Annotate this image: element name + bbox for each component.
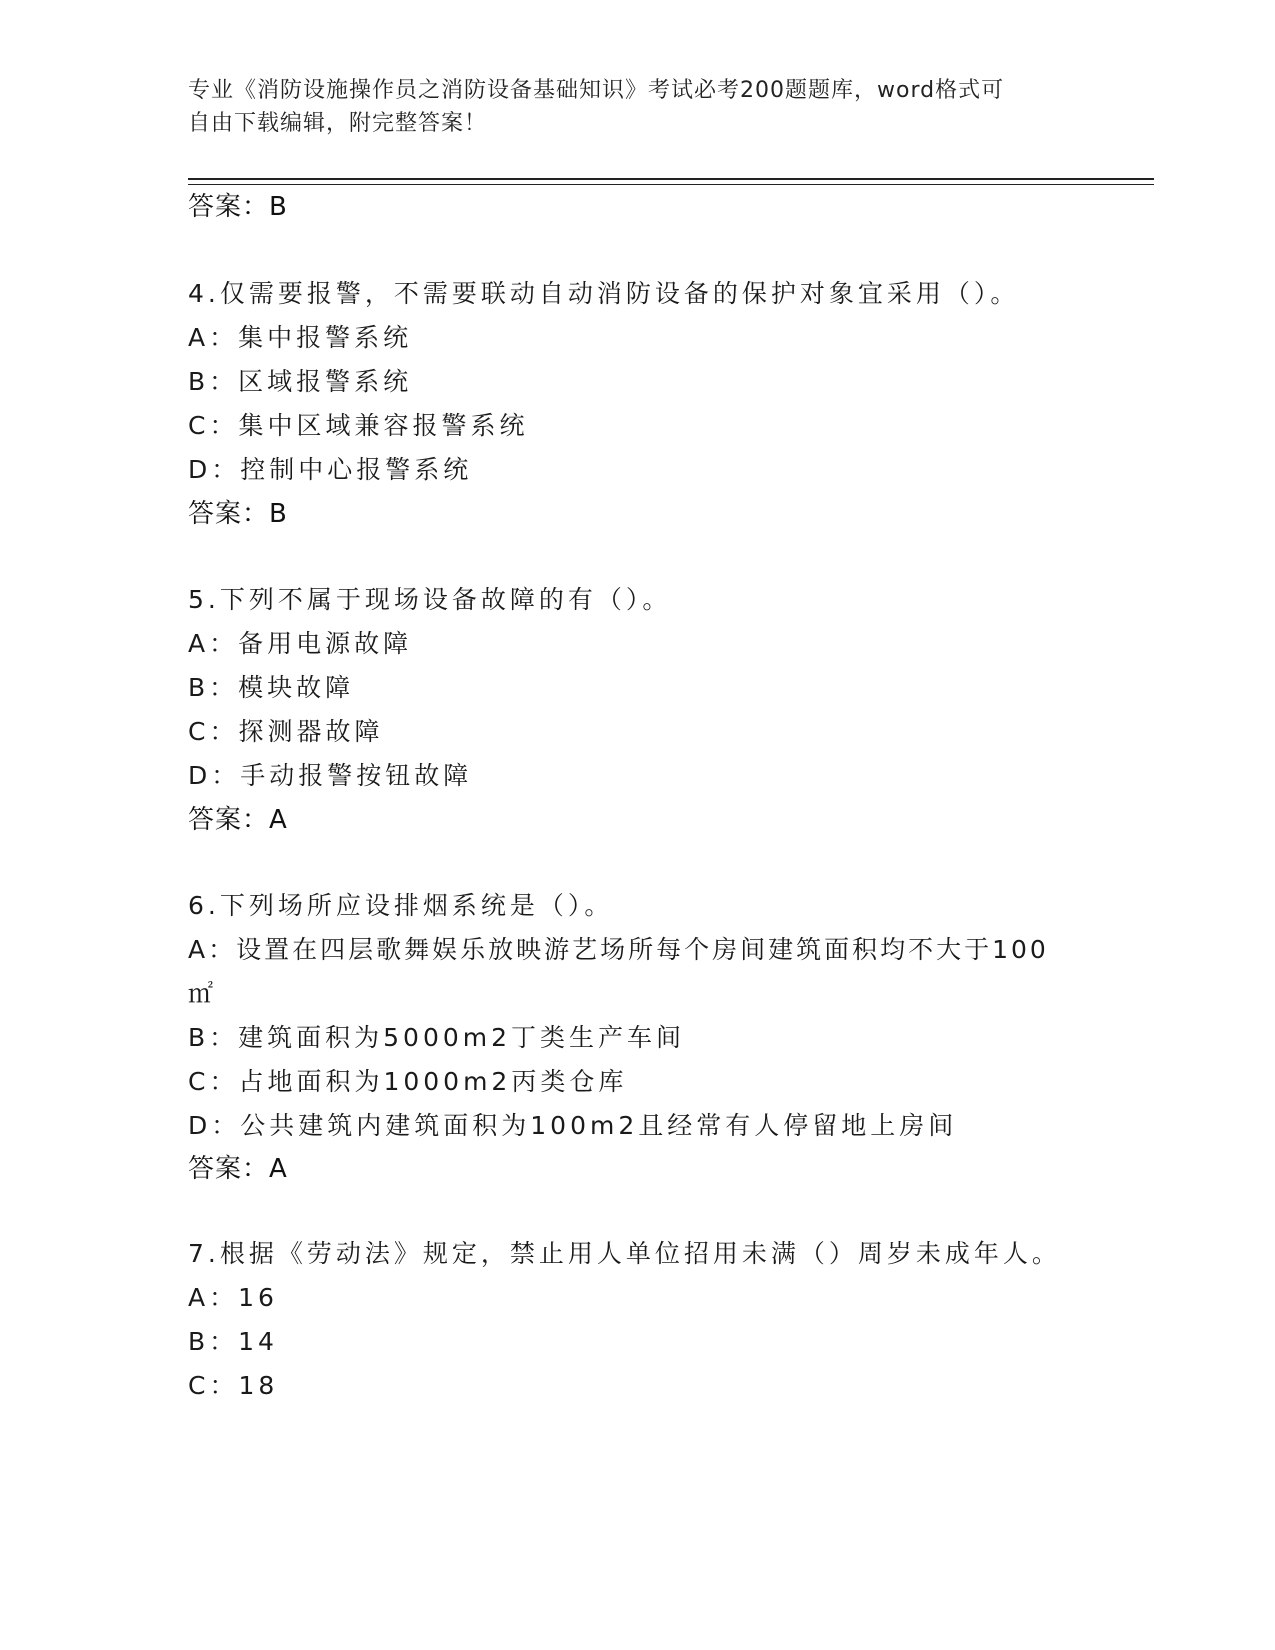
question-6-option-c: C：占地面积为1000m2丙类仓库 [188,1067,628,1096]
question-5-answer: 答案：A [188,805,288,835]
header-line-1: 专业《消防设施操作员之消防设备基础知识》考试必考200题题库，word格式可 [188,78,1005,103]
question-5-option-b: B：模块故障 [188,673,355,702]
question-7-option-a: A：16 [188,1283,278,1312]
question-6-option-b: B：建筑面积为5000m2丁类生产车间 [188,1023,686,1052]
question-6-option-a: A：设置在四层歌舞娱乐放映游艺场所每个房间建筑面积均不大于100 [188,935,1049,964]
question-6-option-d: D：公共建筑内建筑面积为100m2且经常有人停留地上房间 [188,1111,958,1140]
question-4-option-b: B：区域报警系统 [188,367,413,396]
question-7-option-c: C：18 [188,1371,279,1400]
question-4-option-c: C：集中区域兼容报警系统 [188,411,529,440]
question-5-option-d: D：手动报警按钮故障 [188,761,473,790]
question-4-stem: 4.仅需要报警，不需要联动自动消防设备的保护对象宜采用（）。 [188,279,1020,308]
header-line-2: 自由下载编辑，附完整答案！ [188,111,488,136]
document-header [188,74,1068,140]
header-divider-thick [188,178,1154,180]
question-6-option-a-continued: ㎡ [188,979,218,1008]
question-4-option-a: A：集中报警系统 [188,323,413,352]
previous-answer: 答案：B [188,192,288,222]
question-5-option-a: A：备用电源故障 [188,629,413,658]
question-6-answer: 答案：A [188,1154,288,1184]
question-4-option-d: D：控制中心报警系统 [188,455,473,484]
header-divider-thin [188,184,1154,185]
question-7-option-b: B：14 [188,1327,278,1356]
question-6-stem: 6.下列场所应设排烟系统是（）。 [188,891,614,920]
question-5-stem: 5.下列不属于现场设备故障的有（）。 [188,585,672,614]
question-5-option-c: C：探测器故障 [188,717,384,746]
question-4-answer: 答案：B [188,499,288,529]
question-7-stem: 7.根据《劳动法》规定，禁止用人单位招用未满（）周岁未成年人。 [188,1239,1061,1268]
